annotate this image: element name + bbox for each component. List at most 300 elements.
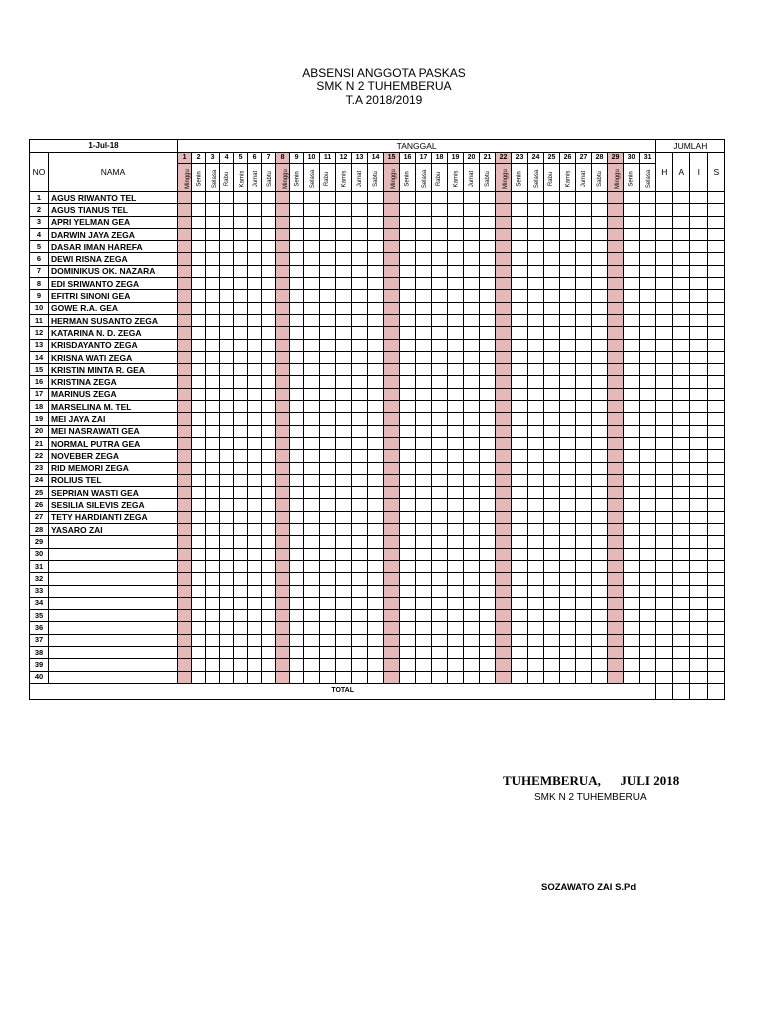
attendance-cell[interactable]	[220, 499, 234, 511]
attendance-cell[interactable]	[416, 241, 432, 253]
attendance-cell[interactable]	[640, 659, 656, 671]
attendance-cell[interactable]	[496, 474, 512, 486]
attendance-cell[interactable]	[262, 573, 276, 585]
attendance-cell[interactable]	[262, 548, 276, 560]
attendance-cell[interactable]	[448, 622, 464, 634]
attendance-cell[interactable]	[592, 290, 608, 302]
attendance-cell[interactable]	[608, 314, 624, 326]
attendance-cell[interactable]	[276, 499, 290, 511]
jumlah-cell[interactable]	[673, 413, 690, 425]
jumlah-cell[interactable]	[690, 487, 708, 499]
jumlah-cell[interactable]	[673, 327, 690, 339]
attendance-cell[interactable]	[262, 327, 276, 339]
jumlah-cell[interactable]	[708, 364, 725, 376]
attendance-cell[interactable]	[432, 376, 448, 388]
attendance-cell[interactable]	[234, 278, 248, 290]
attendance-cell[interactable]	[320, 634, 336, 646]
attendance-cell[interactable]	[178, 499, 192, 511]
attendance-cell[interactable]	[496, 204, 512, 216]
attendance-cell[interactable]	[432, 302, 448, 314]
attendance-cell[interactable]	[192, 278, 206, 290]
attendance-cell[interactable]	[400, 314, 416, 326]
attendance-cell[interactable]	[192, 314, 206, 326]
attendance-cell[interactable]	[234, 388, 248, 400]
attendance-cell[interactable]	[320, 536, 336, 548]
attendance-cell[interactable]	[416, 216, 432, 228]
attendance-cell[interactable]	[544, 548, 560, 560]
attendance-cell[interactable]	[544, 388, 560, 400]
attendance-cell[interactable]	[290, 634, 304, 646]
attendance-cell[interactable]	[560, 364, 576, 376]
attendance-cell[interactable]	[276, 228, 290, 240]
attendance-cell[interactable]	[640, 536, 656, 548]
jumlah-cell[interactable]	[656, 646, 673, 658]
attendance-cell[interactable]	[206, 548, 220, 560]
attendance-cell[interactable]	[320, 462, 336, 474]
attendance-cell[interactable]	[248, 585, 262, 597]
attendance-cell[interactable]	[290, 376, 304, 388]
attendance-cell[interactable]	[276, 253, 290, 265]
attendance-cell[interactable]	[544, 253, 560, 265]
attendance-cell[interactable]	[592, 216, 608, 228]
attendance-cell[interactable]	[640, 290, 656, 302]
attendance-cell[interactable]	[320, 659, 336, 671]
attendance-cell[interactable]	[416, 204, 432, 216]
attendance-cell[interactable]	[448, 364, 464, 376]
attendance-cell[interactable]	[560, 290, 576, 302]
attendance-cell[interactable]	[640, 585, 656, 597]
jumlah-cell[interactable]	[673, 388, 690, 400]
attendance-cell[interactable]	[384, 216, 400, 228]
attendance-cell[interactable]	[544, 511, 560, 523]
attendance-cell[interactable]	[220, 413, 234, 425]
attendance-cell[interactable]	[368, 487, 384, 499]
attendance-cell[interactable]	[576, 536, 592, 548]
attendance-cell[interactable]	[262, 425, 276, 437]
attendance-cell[interactable]	[560, 278, 576, 290]
jumlah-cell[interactable]	[708, 462, 725, 474]
attendance-cell[interactable]	[496, 634, 512, 646]
attendance-cell[interactable]	[400, 474, 416, 486]
attendance-cell[interactable]	[178, 388, 192, 400]
attendance-cell[interactable]	[576, 511, 592, 523]
attendance-cell[interactable]	[304, 388, 320, 400]
attendance-cell[interactable]	[192, 437, 206, 449]
attendance-cell[interactable]	[464, 192, 480, 204]
attendance-cell[interactable]	[560, 499, 576, 511]
attendance-cell[interactable]	[220, 646, 234, 658]
attendance-cell[interactable]	[592, 241, 608, 253]
attendance-cell[interactable]	[206, 646, 220, 658]
attendance-cell[interactable]	[496, 573, 512, 585]
attendance-cell[interactable]	[192, 401, 206, 413]
attendance-cell[interactable]	[432, 413, 448, 425]
attendance-cell[interactable]	[592, 401, 608, 413]
attendance-cell[interactable]	[352, 437, 368, 449]
attendance-cell[interactable]	[248, 524, 262, 536]
attendance-cell[interactable]	[432, 511, 448, 523]
attendance-cell[interactable]	[220, 560, 234, 572]
attendance-cell[interactable]	[248, 351, 262, 363]
attendance-cell[interactable]	[528, 253, 544, 265]
attendance-cell[interactable]	[576, 413, 592, 425]
attendance-cell[interactable]	[544, 462, 560, 474]
attendance-cell[interactable]	[448, 450, 464, 462]
attendance-cell[interactable]	[496, 216, 512, 228]
attendance-cell[interactable]	[276, 192, 290, 204]
jumlah-cell[interactable]	[673, 536, 690, 548]
attendance-cell[interactable]	[416, 511, 432, 523]
attendance-cell[interactable]	[384, 560, 400, 572]
jumlah-cell[interactable]	[673, 339, 690, 351]
jumlah-cell[interactable]	[673, 499, 690, 511]
attendance-cell[interactable]	[336, 610, 352, 622]
jumlah-cell[interactable]	[708, 253, 725, 265]
attendance-cell[interactable]	[480, 573, 496, 585]
attendance-cell[interactable]	[608, 622, 624, 634]
attendance-cell[interactable]	[192, 339, 206, 351]
attendance-cell[interactable]	[592, 314, 608, 326]
attendance-cell[interactable]	[528, 265, 544, 277]
attendance-cell[interactable]	[276, 487, 290, 499]
attendance-cell[interactable]	[624, 524, 640, 536]
attendance-cell[interactable]	[384, 204, 400, 216]
attendance-cell[interactable]	[248, 216, 262, 228]
attendance-cell[interactable]	[432, 634, 448, 646]
attendance-cell[interactable]	[276, 610, 290, 622]
jumlah-cell[interactable]	[656, 413, 673, 425]
jumlah-cell[interactable]	[656, 548, 673, 560]
attendance-cell[interactable]	[464, 228, 480, 240]
attendance-cell[interactable]	[384, 536, 400, 548]
attendance-cell[interactable]	[432, 401, 448, 413]
attendance-cell[interactable]	[336, 474, 352, 486]
attendance-cell[interactable]	[290, 499, 304, 511]
attendance-cell[interactable]	[624, 401, 640, 413]
attendance-cell[interactable]	[576, 548, 592, 560]
attendance-cell[interactable]	[276, 339, 290, 351]
jumlah-cell[interactable]	[656, 376, 673, 388]
jumlah-cell[interactable]	[673, 622, 690, 634]
attendance-cell[interactable]	[528, 339, 544, 351]
attendance-cell[interactable]	[416, 524, 432, 536]
attendance-cell[interactable]	[640, 499, 656, 511]
attendance-cell[interactable]	[220, 573, 234, 585]
jumlah-cell[interactable]	[690, 278, 708, 290]
attendance-cell[interactable]	[464, 314, 480, 326]
attendance-cell[interactable]	[640, 597, 656, 609]
attendance-cell[interactable]	[352, 290, 368, 302]
jumlah-cell[interactable]	[708, 610, 725, 622]
attendance-cell[interactable]	[528, 327, 544, 339]
attendance-cell[interactable]	[336, 204, 352, 216]
attendance-cell[interactable]	[368, 560, 384, 572]
attendance-cell[interactable]	[352, 241, 368, 253]
attendance-cell[interactable]	[234, 228, 248, 240]
attendance-cell[interactable]	[608, 265, 624, 277]
attendance-cell[interactable]	[276, 474, 290, 486]
attendance-cell[interactable]	[608, 646, 624, 658]
attendance-cell[interactable]	[400, 450, 416, 462]
jumlah-cell[interactable]	[690, 659, 708, 671]
attendance-cell[interactable]	[352, 499, 368, 511]
attendance-cell[interactable]	[512, 204, 528, 216]
attendance-cell[interactable]	[192, 499, 206, 511]
attendance-cell[interactable]	[352, 524, 368, 536]
attendance-cell[interactable]	[234, 290, 248, 302]
attendance-cell[interactable]	[464, 401, 480, 413]
attendance-cell[interactable]	[220, 474, 234, 486]
attendance-cell[interactable]	[178, 548, 192, 560]
attendance-cell[interactable]	[496, 659, 512, 671]
attendance-cell[interactable]	[608, 634, 624, 646]
attendance-cell[interactable]	[416, 302, 432, 314]
attendance-cell[interactable]	[560, 524, 576, 536]
attendance-cell[interactable]	[624, 499, 640, 511]
jumlah-cell[interactable]	[656, 536, 673, 548]
attendance-cell[interactable]	[276, 585, 290, 597]
attendance-cell[interactable]	[368, 450, 384, 462]
attendance-cell[interactable]	[220, 216, 234, 228]
attendance-cell[interactable]	[352, 339, 368, 351]
attendance-cell[interactable]	[480, 487, 496, 499]
attendance-cell[interactable]	[464, 437, 480, 449]
attendance-cell[interactable]	[352, 192, 368, 204]
attendance-cell[interactable]	[384, 585, 400, 597]
attendance-cell[interactable]	[592, 646, 608, 658]
attendance-cell[interactable]	[464, 425, 480, 437]
attendance-cell[interactable]	[624, 351, 640, 363]
jumlah-cell[interactable]	[708, 204, 725, 216]
jumlah-cell[interactable]	[690, 314, 708, 326]
attendance-cell[interactable]	[290, 646, 304, 658]
attendance-cell[interactable]	[352, 351, 368, 363]
attendance-cell[interactable]	[400, 437, 416, 449]
attendance-cell[interactable]	[432, 622, 448, 634]
attendance-cell[interactable]	[448, 216, 464, 228]
attendance-cell[interactable]	[544, 499, 560, 511]
attendance-cell[interactable]	[464, 351, 480, 363]
jumlah-cell[interactable]	[656, 302, 673, 314]
attendance-cell[interactable]	[416, 314, 432, 326]
attendance-cell[interactable]	[608, 499, 624, 511]
attendance-cell[interactable]	[248, 487, 262, 499]
attendance-cell[interactable]	[262, 278, 276, 290]
attendance-cell[interactable]	[220, 278, 234, 290]
attendance-cell[interactable]	[592, 425, 608, 437]
attendance-cell[interactable]	[304, 597, 320, 609]
attendance-cell[interactable]	[624, 634, 640, 646]
attendance-cell[interactable]	[432, 573, 448, 585]
attendance-cell[interactable]	[640, 548, 656, 560]
attendance-cell[interactable]	[290, 302, 304, 314]
attendance-cell[interactable]	[248, 548, 262, 560]
attendance-cell[interactable]	[276, 278, 290, 290]
attendance-cell[interactable]	[262, 610, 276, 622]
attendance-cell[interactable]	[608, 450, 624, 462]
attendance-cell[interactable]	[528, 573, 544, 585]
attendance-cell[interactable]	[560, 425, 576, 437]
attendance-cell[interactable]	[336, 302, 352, 314]
attendance-cell[interactable]	[496, 487, 512, 499]
attendance-cell[interactable]	[528, 462, 544, 474]
attendance-cell[interactable]	[640, 524, 656, 536]
attendance-cell[interactable]	[560, 314, 576, 326]
attendance-cell[interactable]	[304, 290, 320, 302]
attendance-cell[interactable]	[512, 314, 528, 326]
attendance-cell[interactable]	[248, 437, 262, 449]
attendance-cell[interactable]	[640, 487, 656, 499]
attendance-cell[interactable]	[248, 610, 262, 622]
attendance-cell[interactable]	[206, 339, 220, 351]
attendance-cell[interactable]	[336, 388, 352, 400]
attendance-cell[interactable]	[416, 610, 432, 622]
jumlah-cell[interactable]	[673, 290, 690, 302]
attendance-cell[interactable]	[416, 401, 432, 413]
attendance-cell[interactable]	[528, 376, 544, 388]
attendance-cell[interactable]	[248, 659, 262, 671]
attendance-cell[interactable]	[592, 278, 608, 290]
attendance-cell[interactable]	[248, 462, 262, 474]
attendance-cell[interactable]	[576, 327, 592, 339]
jumlah-cell[interactable]	[656, 228, 673, 240]
attendance-cell[interactable]	[496, 597, 512, 609]
attendance-cell[interactable]	[528, 487, 544, 499]
attendance-cell[interactable]	[262, 302, 276, 314]
attendance-cell[interactable]	[192, 351, 206, 363]
attendance-cell[interactable]	[384, 278, 400, 290]
attendance-cell[interactable]	[560, 241, 576, 253]
attendance-cell[interactable]	[206, 278, 220, 290]
attendance-cell[interactable]	[192, 548, 206, 560]
attendance-cell[interactable]	[400, 228, 416, 240]
jumlah-cell[interactable]	[656, 290, 673, 302]
jumlah-cell[interactable]	[708, 450, 725, 462]
attendance-cell[interactable]	[608, 216, 624, 228]
attendance-cell[interactable]	[384, 364, 400, 376]
attendance-cell[interactable]	[576, 364, 592, 376]
attendance-cell[interactable]	[248, 339, 262, 351]
attendance-cell[interactable]	[512, 437, 528, 449]
attendance-cell[interactable]	[464, 265, 480, 277]
attendance-cell[interactable]	[384, 511, 400, 523]
attendance-cell[interactable]	[624, 610, 640, 622]
jumlah-cell[interactable]	[673, 425, 690, 437]
attendance-cell[interactable]	[320, 548, 336, 560]
attendance-cell[interactable]	[448, 462, 464, 474]
attendance-cell[interactable]	[336, 548, 352, 560]
attendance-cell[interactable]	[206, 560, 220, 572]
attendance-cell[interactable]	[276, 622, 290, 634]
attendance-cell[interactable]	[352, 597, 368, 609]
attendance-cell[interactable]	[512, 425, 528, 437]
attendance-cell[interactable]	[320, 364, 336, 376]
attendance-cell[interactable]	[290, 327, 304, 339]
jumlah-cell[interactable]	[690, 646, 708, 658]
attendance-cell[interactable]	[384, 573, 400, 585]
attendance-cell[interactable]	[432, 425, 448, 437]
attendance-cell[interactable]	[248, 671, 262, 683]
jumlah-cell[interactable]	[656, 278, 673, 290]
jumlah-cell[interactable]	[673, 228, 690, 240]
attendance-cell[interactable]	[640, 401, 656, 413]
attendance-cell[interactable]	[206, 622, 220, 634]
attendance-cell[interactable]	[624, 302, 640, 314]
attendance-cell[interactable]	[496, 622, 512, 634]
attendance-cell[interactable]	[416, 228, 432, 240]
attendance-cell[interactable]	[400, 622, 416, 634]
attendance-cell[interactable]	[304, 585, 320, 597]
attendance-cell[interactable]	[400, 216, 416, 228]
jumlah-cell[interactable]	[673, 474, 690, 486]
attendance-cell[interactable]	[220, 290, 234, 302]
jumlah-cell[interactable]	[690, 536, 708, 548]
attendance-cell[interactable]	[206, 610, 220, 622]
attendance-cell[interactable]	[416, 462, 432, 474]
attendance-cell[interactable]	[528, 597, 544, 609]
attendance-cell[interactable]	[192, 364, 206, 376]
attendance-cell[interactable]	[528, 536, 544, 548]
attendance-cell[interactable]	[304, 634, 320, 646]
attendance-cell[interactable]	[624, 560, 640, 572]
attendance-cell[interactable]	[480, 548, 496, 560]
attendance-cell[interactable]	[178, 622, 192, 634]
attendance-cell[interactable]	[560, 548, 576, 560]
attendance-cell[interactable]	[206, 585, 220, 597]
attendance-cell[interactable]	[496, 364, 512, 376]
attendance-cell[interactable]	[592, 597, 608, 609]
attendance-cell[interactable]	[206, 425, 220, 437]
attendance-cell[interactable]	[416, 327, 432, 339]
jumlah-cell[interactable]	[708, 659, 725, 671]
attendance-cell[interactable]	[464, 253, 480, 265]
attendance-cell[interactable]	[178, 204, 192, 216]
jumlah-cell[interactable]	[656, 474, 673, 486]
jumlah-cell[interactable]	[656, 610, 673, 622]
attendance-cell[interactable]	[336, 216, 352, 228]
attendance-cell[interactable]	[576, 597, 592, 609]
attendance-cell[interactable]	[352, 327, 368, 339]
attendance-cell[interactable]	[528, 560, 544, 572]
attendance-cell[interactable]	[480, 659, 496, 671]
attendance-cell[interactable]	[640, 376, 656, 388]
attendance-cell[interactable]	[560, 302, 576, 314]
attendance-cell[interactable]	[400, 524, 416, 536]
attendance-cell[interactable]	[448, 278, 464, 290]
attendance-cell[interactable]	[464, 339, 480, 351]
attendance-cell[interactable]	[178, 597, 192, 609]
attendance-cell[interactable]	[248, 327, 262, 339]
jumlah-cell[interactable]	[708, 573, 725, 585]
attendance-cell[interactable]	[352, 401, 368, 413]
attendance-cell[interactable]	[400, 401, 416, 413]
attendance-cell[interactable]	[448, 290, 464, 302]
attendance-cell[interactable]	[560, 646, 576, 658]
attendance-cell[interactable]	[368, 437, 384, 449]
attendance-cell[interactable]	[336, 364, 352, 376]
attendance-cell[interactable]	[304, 499, 320, 511]
attendance-cell[interactable]	[416, 278, 432, 290]
attendance-cell[interactable]	[290, 560, 304, 572]
attendance-cell[interactable]	[512, 265, 528, 277]
attendance-cell[interactable]	[320, 573, 336, 585]
attendance-cell[interactable]	[336, 536, 352, 548]
attendance-cell[interactable]	[352, 388, 368, 400]
attendance-cell[interactable]	[464, 548, 480, 560]
attendance-cell[interactable]	[192, 634, 206, 646]
attendance-cell[interactable]	[320, 499, 336, 511]
attendance-cell[interactable]	[592, 339, 608, 351]
